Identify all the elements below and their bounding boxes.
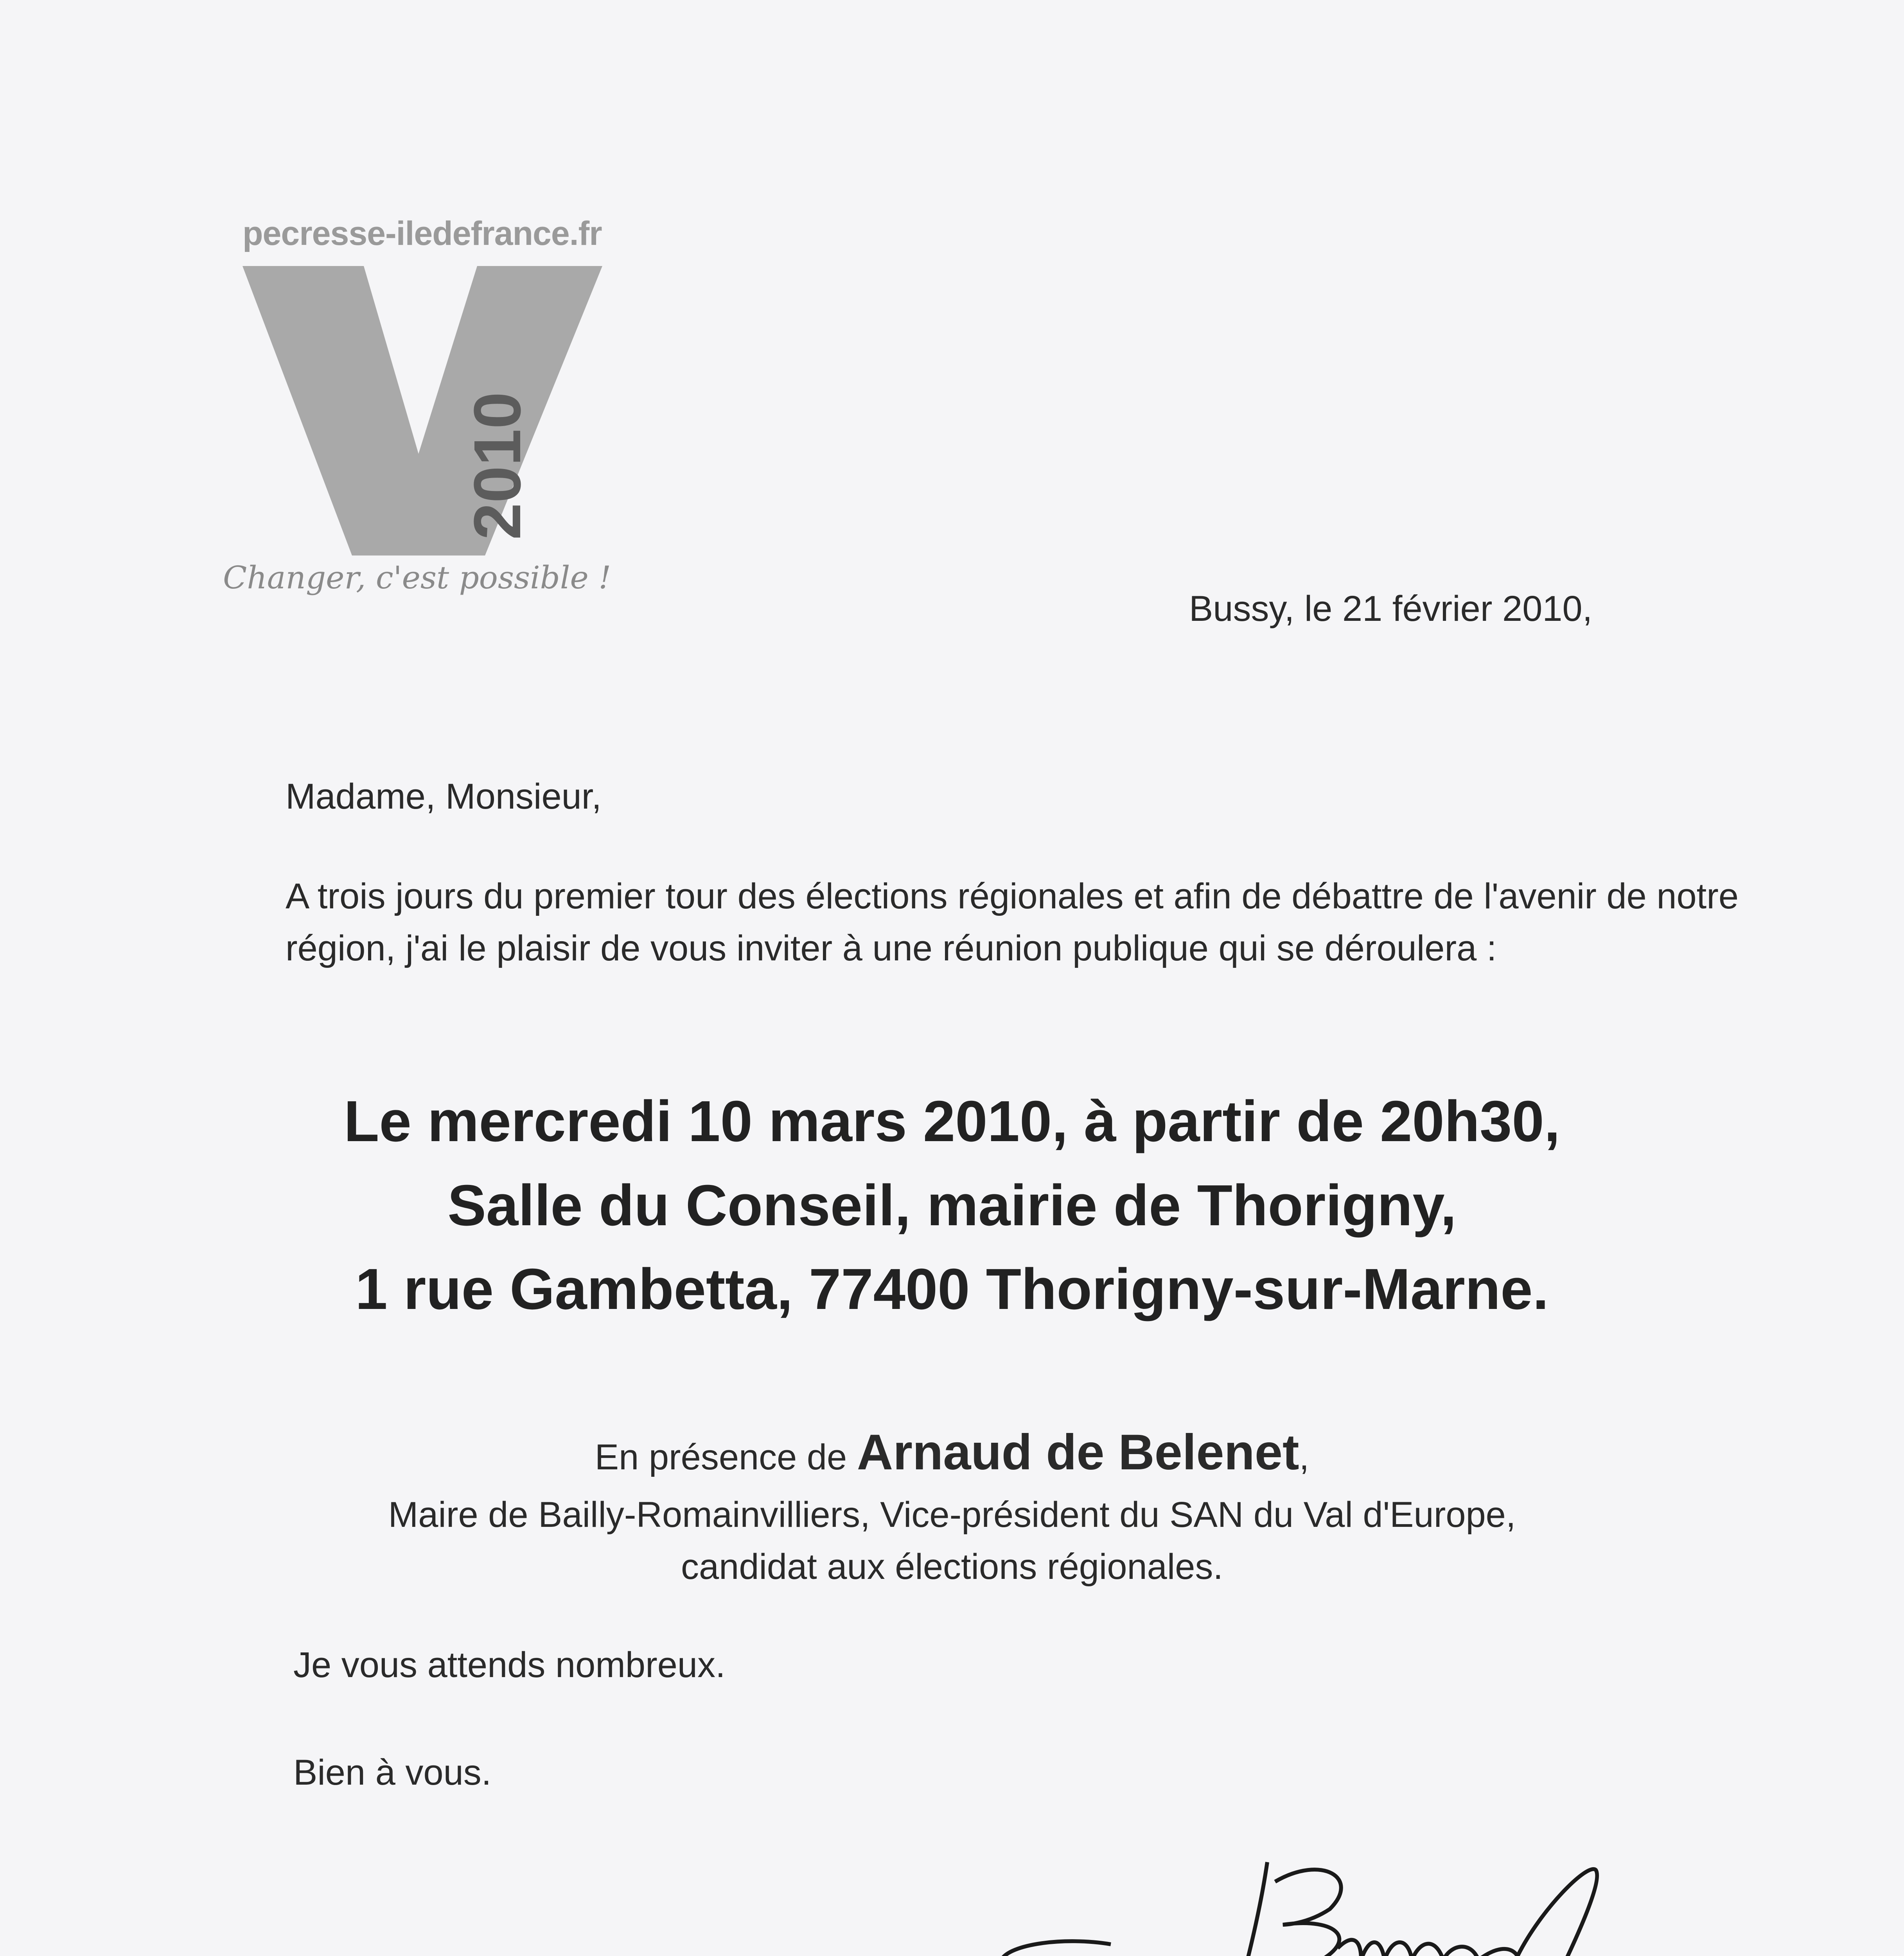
guest-title-line: Maire de Bailly-Romainvilliers, Vice-président du SAN du Val d'Europe, (388, 1494, 1516, 1535)
presence-block (0, 1416, 1904, 1593)
event-venue-line: Salle du Conseil, mairie de Thorigny, (447, 1173, 1457, 1238)
salutation: Madame, Monsieur, (286, 777, 602, 816)
presence-line (0, 1416, 1904, 1489)
guest-candidate-line: candidat aux élections régionales. (681, 1546, 1223, 1587)
letter-date: Bussy, le 21 février 2010, (1189, 589, 1593, 629)
logo-v-shape (242, 266, 602, 556)
event-date-line: Le mercredi 10 mars 2010, à partir de 20h30, (344, 1089, 1560, 1154)
handwritten-signature (986, 1846, 1651, 1956)
event-address-line: 1 rue Gambetta, 77400 Thorigny-sur-Marne. (355, 1257, 1549, 1322)
event-details (0, 1080, 1904, 1332)
logo-url: pecresse-iledefrance.fr (242, 215, 602, 252)
logo-year: 2010 (460, 392, 535, 540)
guest-name: Arnaud de Belenet (857, 1424, 1299, 1480)
attend-sentence: Je vous attends nombreux. (293, 1645, 726, 1685)
intro-paragraph: A trois jours du premier tour des élections régionales et afin de débattre de l'avenir de notre région, j'ai le plaisir de vous inviter à une réunion publique qui se déroulera : (286, 876, 1739, 969)
logo-v-mark (235, 250, 610, 559)
closing-sentence: Bien à vous. (293, 1753, 492, 1792)
presence-prefix: En présence de (595, 1437, 847, 1477)
presence-comma: , (1299, 1437, 1309, 1477)
logo-slogan: Changer, c'est possible ! (223, 559, 611, 596)
